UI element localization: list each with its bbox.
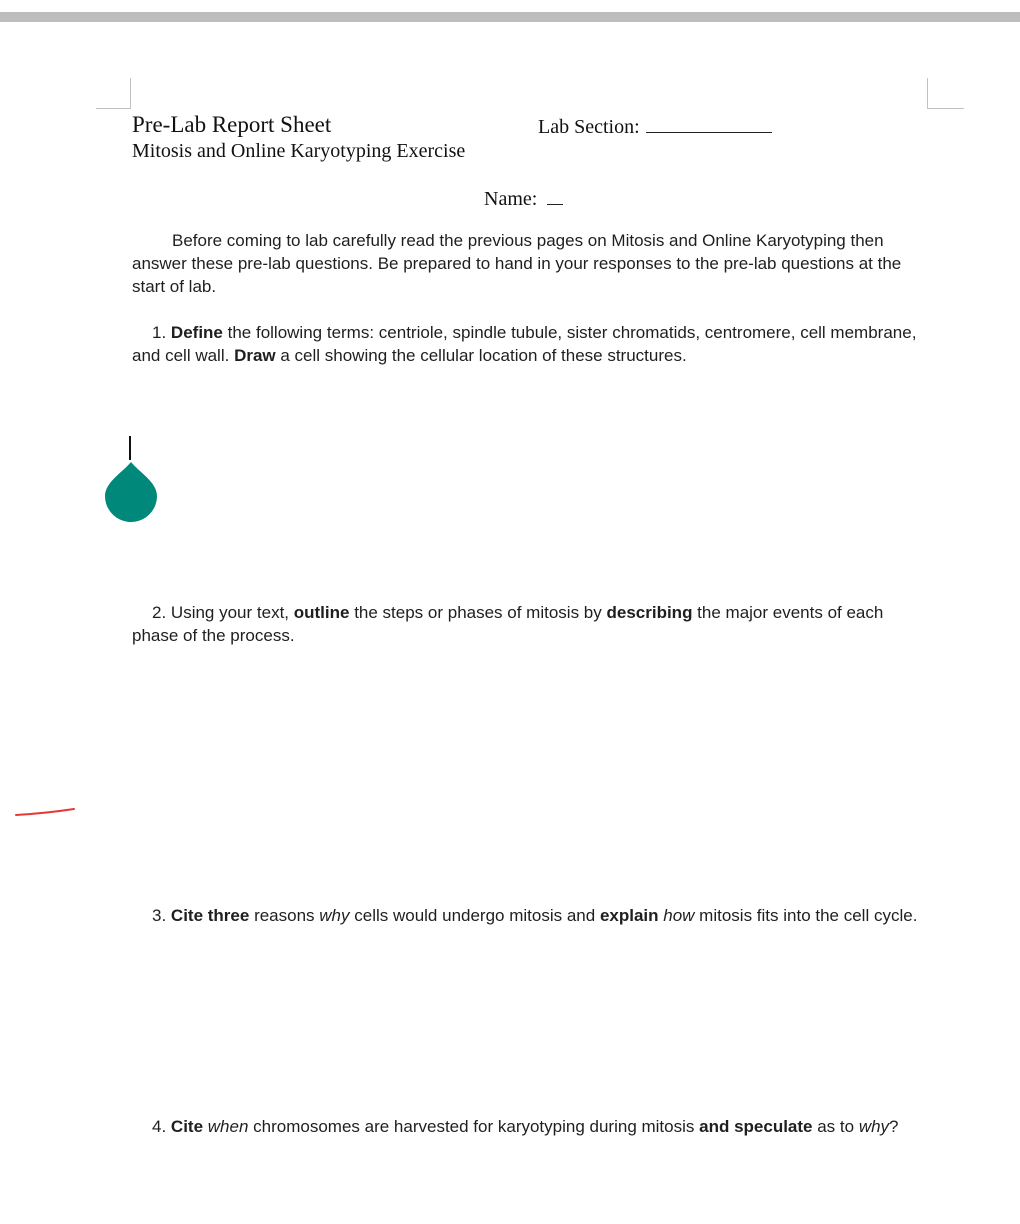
name-label: Name: [484, 188, 538, 210]
question-emphasis: how [663, 906, 695, 925]
question-verb: explain [599, 906, 659, 925]
question-4 [132, 1115, 932, 1138]
question-text: chromosomes are harvested for karyotyping during mitosis [248, 1117, 700, 1136]
question-number: 3. [152, 906, 167, 925]
red-annotation-mark [14, 800, 78, 822]
question-verb: Draw [234, 346, 276, 365]
question-text: Using your text, [166, 603, 294, 622]
intro-paragraph: Before coming to lab carefully read the previous pages on Mitosis and Online Karyotyping then answer these pre-lab questions. Be prepared to hand in your responses to the pre-lab questions at the start of lab. [132, 231, 902, 296]
question-verb: and speculate [699, 1117, 813, 1136]
question-number: 1. [152, 323, 167, 342]
question-emphasis: why [319, 906, 350, 925]
question-text: reasons [249, 906, 320, 925]
page-margin-corner-right [927, 78, 964, 109]
document-subtitle: Mitosis and Online Karyotyping Exercise [132, 140, 466, 162]
lab-section-label: Lab Section: [538, 116, 640, 138]
page-margin-corner-left [96, 78, 131, 109]
question-1 [132, 321, 932, 367]
question-text: the steps or phases of mitosis by [349, 603, 607, 622]
question-number: 4. [152, 1117, 167, 1136]
question-text: the major events of each phase of the process. [132, 603, 884, 645]
question-verb: Cite [170, 1117, 204, 1136]
name-blank[interactable] [547, 188, 563, 205]
handle-drop-shape[interactable] [105, 462, 157, 522]
question-emphasis: when [207, 1117, 249, 1136]
question-number: 2. [152, 603, 167, 622]
document-title: Pre-Lab Report Sheet [132, 112, 332, 137]
name-field [484, 188, 563, 211]
question-text: ? [889, 1117, 899, 1136]
question-verb: describing [606, 603, 693, 622]
top-toolbar-strip [0, 12, 1020, 22]
red-annotation-stroke [16, 809, 74, 815]
lab-section-blank[interactable] [646, 116, 772, 133]
question-verb: Define [170, 323, 223, 342]
question-verb: Cite three [170, 906, 250, 925]
question-text: mitosis fits into the cell cycle. [694, 906, 918, 925]
question-text: a cell showing the cellular location of these structures. [275, 346, 687, 365]
question-text: as to [812, 1117, 859, 1136]
question-2 [132, 601, 932, 647]
question-text: the following terms: centriole, spindle tubule, sister chromatids, centromere, cell membrane, and cell wall. [132, 323, 917, 365]
text-cursor [129, 436, 131, 460]
question-3 [132, 904, 932, 927]
question-emphasis: why [858, 1117, 890, 1136]
question-verb: outline [293, 603, 350, 622]
lab-section-field [538, 116, 772, 139]
text-selection-handle[interactable] [103, 460, 159, 524]
question-text: cells would undergo mitosis and [349, 906, 600, 925]
